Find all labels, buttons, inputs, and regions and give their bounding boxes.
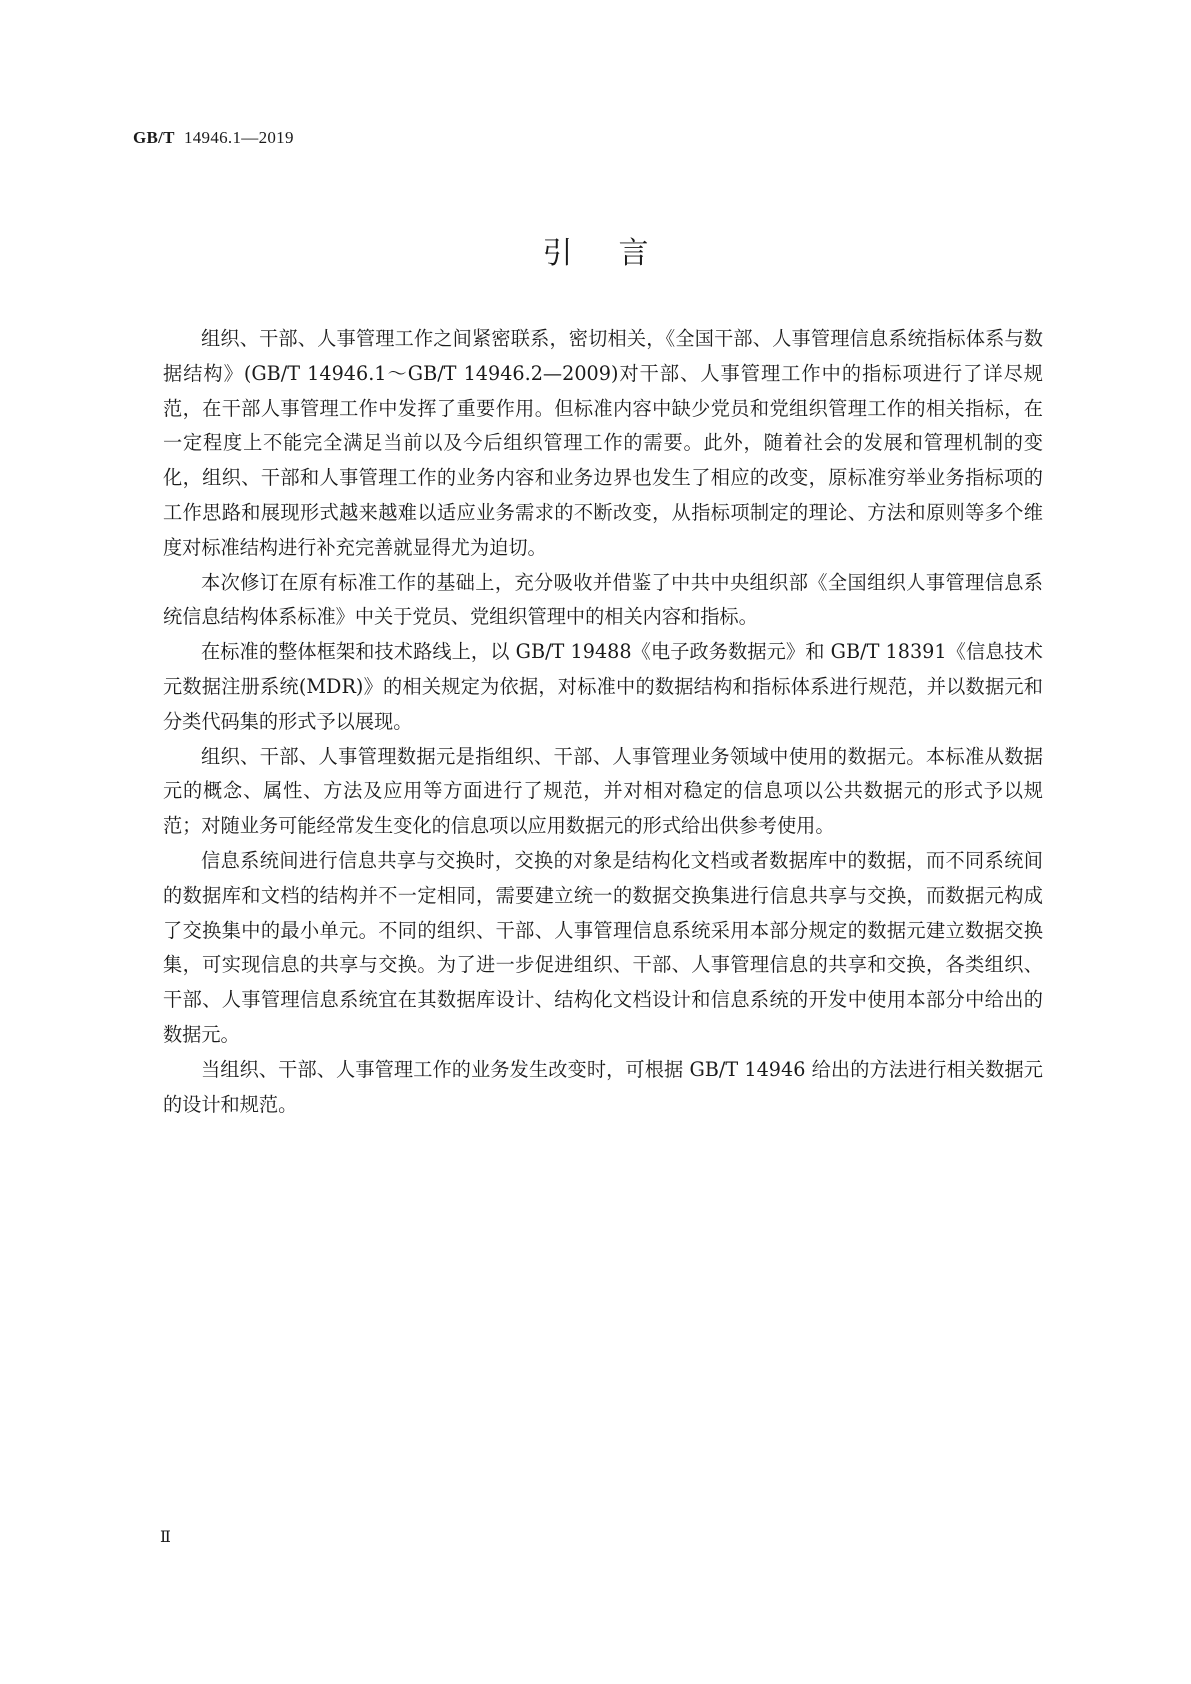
page-title: 引言 <box>542 236 695 271</box>
paragraph: 本次修订在原有标准工作的基础上，充分吸收并借鉴了中共中央组织部《全国组织人事管理信息系统信息结构体系标准》中关于党员、党组织管理中的相关内容和指标。 <box>163 570 1043 629</box>
paragraph: 组织、干部、人事管理数据元是指组织、干部、人事管理业务领域中使用的数据元。本标准从数据元的概念、属性、方法及应用等方面进行了规范，并对相对稳定的信息项以公共数据元的形式予以规范；对随业务可能经常发生变化的信息项以应用数据元的形式给出供参考使用。 <box>163 744 1043 838</box>
document-body <box>163 322 1063 1122</box>
standard-header <box>133 128 294 148</box>
standard-code: 14946.1—2019 <box>183 128 294 147</box>
paragraph: 当组织、干部、人事管理工作的业务发生改变时，可根据 GB/T 14946 给出的方法进行相关数据元的设计和规范。 <box>163 1057 1043 1116</box>
standard-prefix: GB/T <box>133 128 175 147</box>
paragraph: 在标准的整体框架和技术路线上，以 GB/T 19488《电子政务数据元》和 GB/T 18391《信息技术 元数据注册系统(MDR)》的相关规定为依据，对标准中的数据结构和指标体系进行规范，并以数据元和分类代码集的形式予以展现。 <box>163 640 1063 733</box>
page-number: Ⅱ <box>160 1529 171 1546</box>
paragraph: 信息系统间进行信息共享与交换时，交换的对象是结构化文档或者数据库中的数据，而不同系统间的数据库和文档的结构并不一定相同，需要建立统一的数据交换集进行信息共享与交换，而数据元构成了交换集中的最小单元。不同的组织、干部、人事管理信息系统采用本部分规定的数据元建立数据交换集，可实现信息的共享与交换。为了进一步促进组织、干部、人事管理信息的共享和交换，各类组织、干部、人事管理信息系统宜在其数据库设计、结构化文档设计和信息系统的开发中使用本部分中给出的数据元。 <box>163 848 1043 1046</box>
paragraph: 组织、干部、人事管理工作之间紧密联系，密切相关，《全国干部、人事管理信息系统指标体系与数据结构》(GB/T 14946.1～GB/T 14946.2—2009)对干部、人事管理工作中的指标项进行了详尽规范，在干部人事管理工作中发挥了重要作用。但标准内容中缺少党员和党组织管理工作的相关指标，在一定程度上不能完全满足当前以及今后组织管理工作的需要。此外，随着社会的发展和管理机制的变化，组织、干部和人事管理工作的业务内容和业务边界也发生了相应的改变，原标准穷举业务指标项的工作思路和展现形式越来越难以适应业务需求的不断改变，从指标项制定的理论、方法和原则等多个维度对标准结构进行补充完善就显得尤为迫切。 <box>163 327 1043 559</box>
